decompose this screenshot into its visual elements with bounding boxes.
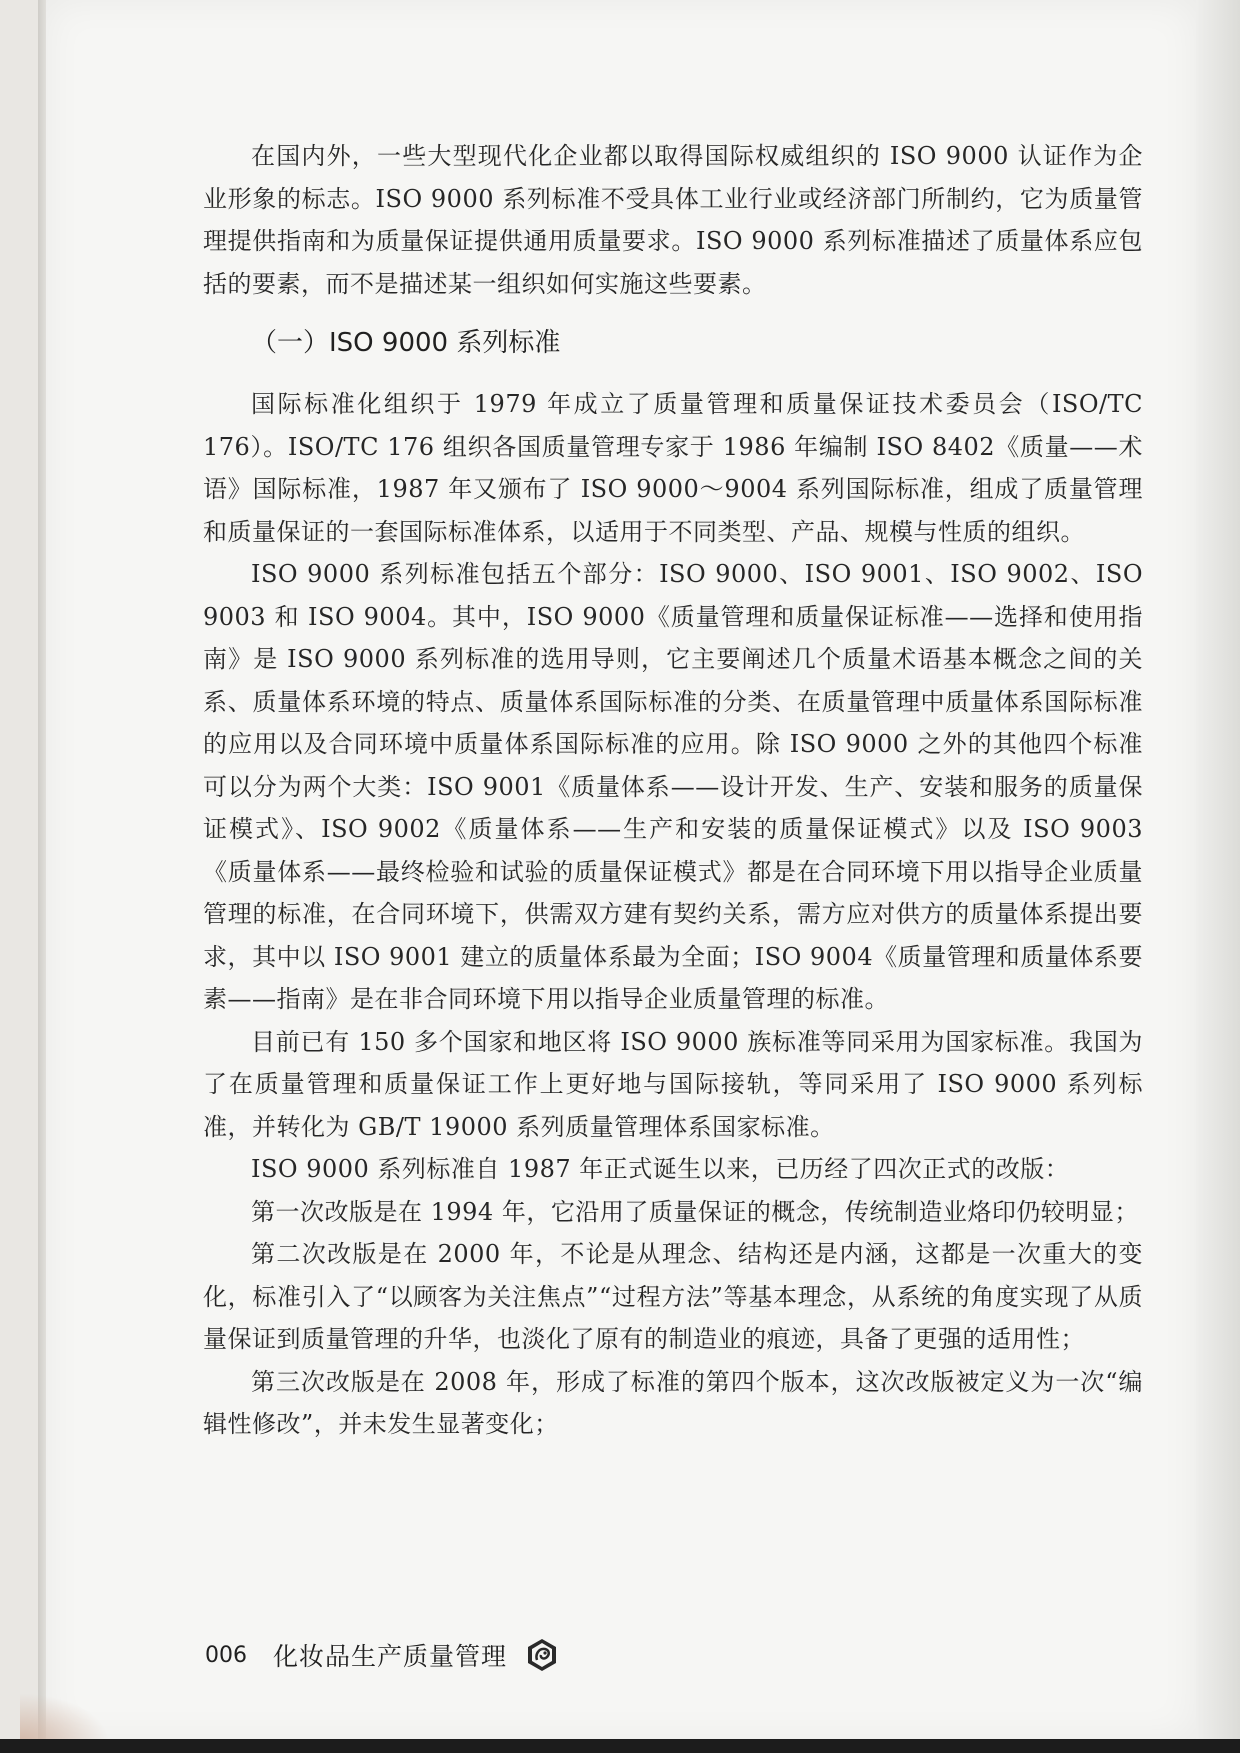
body-paragraph-2: ISO 9000 系列标准包括五个部分：ISO 9000、ISO 9001、ISO 9002、ISO 9003 和 ISO 9004。其中，ISO 9000《质量管理和质量保证标准——选择和使用指南》是 ISO 9000 系列标准的选用导则，它主要阐述几个质量术语基本概念之间的关系、质量体系环境的特点、质量体系国际标准的分类、在质量管理中质量体系国际标准的应用以及合同环境中质量体系国际标准的应用。除 ISO 9000 之外的其他四个标准可以分为两个大类：ISO 9001《质量体系——设计开发、生产、安装和服务的质量保证模式》、ISO 9002《质量体系——生产和安装的质量保证模式》以及 ISO 9003《质量体系——最终检验和试验的质量保证模式》都是在合同环境下用以指导企业质量管理的标准，在合同环境下，供需双方建有契约关系，需方应对供方的质量体系提出要求，其中以 ISO 9001 建立的质量体系最为全面；ISO 9004《质量管理和质量体系要素——指南》是在非合同环境下用以指导企业质量管理的标准。 <box>203 560 1143 1013</box>
scan-bottom-border <box>0 1739 1240 1753</box>
page-content <box>203 135 1143 1446</box>
body-paragraph-6: 第二次改版是在 2000 年，不论是从理念、结构还是内涵，这都是一次重大的变化，标准引入了“以顾客为关注焦点”“过程方法”等基本理念，从系统的角度实现了从质量保证到质量管理的升华，也淡化了原有的制造业的痕迹，具备了更强的适用性； <box>203 1240 1143 1353</box>
page-edge-right <box>1196 0 1240 1753</box>
publisher-logo-icon <box>525 1638 559 1672</box>
body-paragraph-3: 目前已有 150 多个国家和地区将 ISO 9000 族标准等同采用为国家标准。我国为了在质量管理和质量保证工作上更好地与国际接轨，等同采用了 ISO 9000 系列标准，并转化为 GB/T 19000 系列质量管理体系国家标准。 <box>203 1027 1143 1141</box>
section-heading: （一）ISO 9000 系列标准 <box>251 328 561 358</box>
body-paragraph-1: 国际标准化组织于 1979 年成立了质量管理和质量保证技术委员会（ISO/TC 176）。ISO/TC 176 组织各国质量管理专家于 1986 年编制 ISO 8402《质量——术语》国际标准，1987 年又颁布了 ISO 9000～9004 系列国际标准，组成了质量管理和质量保证的一套国际标准体系，以适用于不同类型、产品、规模与性质的组织。 <box>203 390 1143 546</box>
thumb-shadow <box>20 1693 110 1743</box>
page-footer <box>205 1637 559 1673</box>
page-number: 006 <box>205 1642 247 1668</box>
body-paragraph-4: ISO 9000 系列标准自 1987 年正式诞生以来，已历经了四次正式的改版： <box>251 1155 1070 1183</box>
intro-paragraph: 在国内外，一些大型现代化企业都以取得国际权威组织的 ISO 9000 认证作为企业形象的标志。ISO 9000 系列标准不受具体工业行业或经济部门所制约，它为质量管理提供指南和为质量保证提供通用质量要求。ISO 9000 系列标准描述了质量体系应包括的要素，而不是描述某一组织如何实施这些要素。 <box>203 142 1143 298</box>
running-title: 化妆品生产质量管理 <box>273 1642 508 1671</box>
body-paragraph-5: 第一次改版是在 1994 年，它沿用了质量保证的概念，传统制造业烙印仍较明显； <box>251 1197 1139 1226</box>
body-paragraph-7: 第三次改版是在 2008 年，形成了标准的第四个版本，这次改版被定义为一次“编辑性修改”，并未发生显著变化； <box>203 1367 1143 1438</box>
